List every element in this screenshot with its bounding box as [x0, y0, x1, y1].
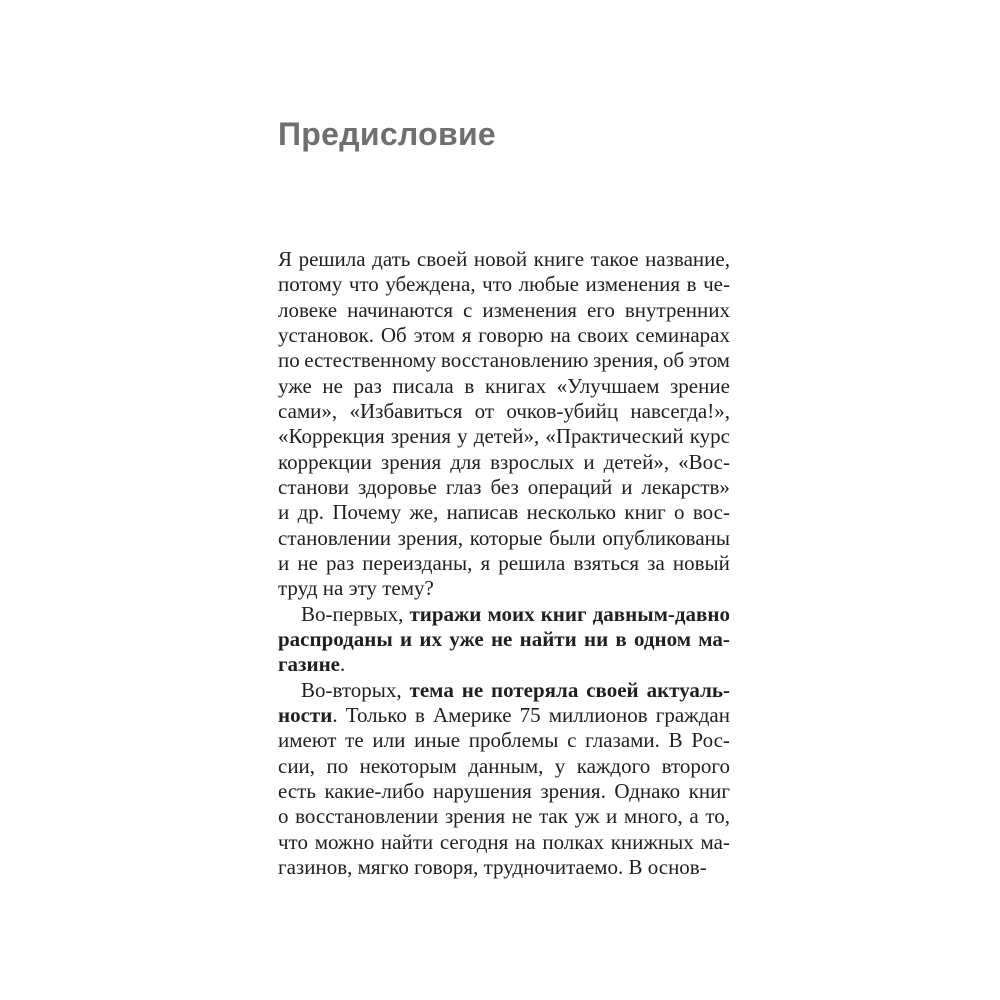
text-line: газине. [278, 652, 346, 677]
text-line: сами», «Избавиться от очков-убийц навсегда!», [278, 398, 730, 423]
page-title: Предисловие [278, 116, 497, 152]
text-line: есть какие-либо нарушения зрения. Однако книг [278, 778, 730, 803]
text-line: ловеке начинаются с изменения его внутренних [278, 297, 730, 322]
text-line: Во-первых, тиражи моих книг давным-давно [301, 601, 730, 626]
text-line: газинов, мягко говоря, трудночитаемо. В основ- [278, 854, 707, 879]
text-line: уже не раз писала в книгах «Улучшаем зрение [278, 373, 730, 398]
text-line: и др. Почему же, написав несколько книг о вос- [278, 500, 730, 525]
text-line: имеют те или иные проблемы с глазами. В Рос- [278, 728, 730, 753]
text-line: станови здоровье глаз без операций и лекарств» [278, 474, 730, 499]
text-line: Я решила дать своей новой книге такое название, [278, 247, 730, 271]
text-line: сии, по некоторым данным, у каждого второго [278, 753, 730, 778]
text-line: Во-вторых, тема не потеряла своей актуаль- [301, 677, 730, 702]
text-line: ности. Только в Америке 75 миллионов граждан [278, 702, 730, 727]
text-line: становлении зрения, которые были опубликованы [278, 525, 730, 550]
text-line: по естественному восстановлению зрения, об этом [278, 348, 730, 373]
page-body [278, 247, 730, 880]
text-line: коррекции зрения для взрослых и детей», «Вос- [278, 449, 730, 474]
text-line: что можно найти сегодня на полках книжных ма- [278, 829, 730, 854]
text-line: и не раз переизданы, я решила взяться за новый [278, 550, 730, 575]
text-line: труд на эту тему? [278, 576, 434, 601]
text-line: потому что убеждена, что любые изменения в че- [278, 272, 730, 297]
text-line: распроданы и их уже не найти ни в одном ма- [278, 626, 730, 651]
text-line: «Коррекция зрения у детей», «Практический курс [278, 424, 730, 449]
text-line: установок. Об этом я говорю на своих семинарах [278, 322, 730, 347]
text-line: о восстановлении зрения не так уж и много, а то, [278, 804, 730, 829]
